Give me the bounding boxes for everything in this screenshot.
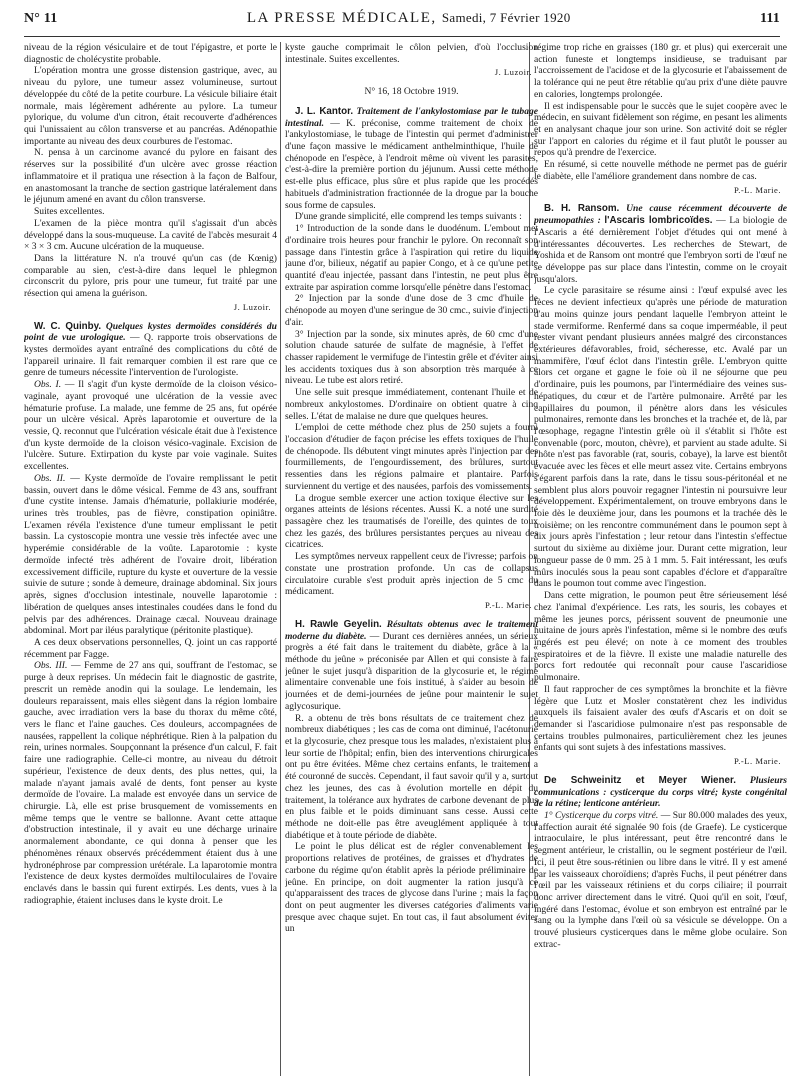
paragraph: Dans cette migration, le poumon peut être sérieusement lésé chez l'animal d'expérience. Les rats, les souris, les cobayes et même les jeunes porcs, périssent souvent de pneumonie une huitaine de jours après l'infestation, même si le nombre des œufs ingérés est peu élevé; on note à ce moment des troubles respiratoires et de la fièvre. Il existe une maladie naturelle des porcs fort redoutée qui reconnaît pour cause l'ascaridiose pulmonaire. <box>534 590 787 684</box>
article-title: Quelques kystes dermoïdes considérés du point de vue urologique. <box>24 320 277 344</box>
article-title-continued: l'Ascaris lombricoïdes. <box>604 215 713 227</box>
article-title: Traitement de l'ankylostomiase par le tubage intestinal. <box>285 105 538 129</box>
paragraph: Le point le plus délicat est de régler convenablement les proportions relatives de protéines, de graisses et d'hydrates de carbone du régime qu'on établit après la période préliminaire de jeûne. En principe, on doit augmenter la ration jusqu'à ce qu'apparaissent des traces de glycose dans l'urine ; mais la façon dont on peut augmenter les diverses catégories d'aliments varie presque avec chaque sujet. En tout cas, il faut absolument éviter un <box>285 841 538 935</box>
paragraph: 2° Injection par la sonde d'une dose de 3 cmc d'huile de chénopode au moyen d'une seringue de 30 cmc., suivie d'injection d'air. <box>285 293 538 328</box>
observation-label: Obs. II. <box>34 472 66 484</box>
author-signature: P.-L. Marie. <box>733 756 781 767</box>
paragraph: R. a obtenu de très bons résultats de ce traitement chez de nombreux diabétiques ; les cas de coma ont diminué, l'acétonurie et la glycosurie, chez presque tous les malades, n'existaient plus à leur sortie de l'hôpital; enfin, bien des interventions chirurgicales ont pu être évitées. Même chez certains enfants, le traitement a été couronné de succès. Cependant, il faut savoir qu'il y a, surtout chez les jeunes, des cas à évolution mortelle en dépit du traitement, la tolérance aux hydrates de carbone devenant de plus en plus faible et le poids diminuant sans cesse. Aussi cette méthode ne doit-elle pas être aveuglément appliquée à tout diabétique et à toute période de diabète. <box>285 712 538 841</box>
article-text: — La biologie de l'Ascaris a été dernièrement l'objet d'études qui ont mené à d'intéressantes découvertes. Les recherches de Stewart, de Yoshida et de Ransom ont montré que l'embryon sorti de l'œuf ne se développe pas sur place dans l'intestin, comme on le croyait jusqu'alors. <box>534 215 787 285</box>
article-author: H. Rawle Geyelin. <box>295 618 382 630</box>
paragraph: Le cycle parasitaire se résume ainsi : l'œuf expulsé avec les fèces ne devient infectieux qu'après une période de maturation d'au moins quinze jours pendant laquelle l'embryon atteint le stade vermiforme. Renfermé dans sa coque imperméable, il peut rester vivant pendant plusieurs années malgré des circonstances extérieures défavorables, froid, sécheresse, etc. Avalé par un mammifère, l'œuf éclot dans l'intestin grêle. L'embryon quitte alors cet organe et gagne le foie où il ne séjourne que peu d'ordinaire, puis les poumons, par l'intermédiaire des veines sus-hépatiques, du cœur et de l'artère pulmonaire. Arrêté par les capillaires du poumon, il pénètre alors dans les vésicules pulmonaires, remonte dans les bronches et la trachée et, de là, par l'œsophage, regagne l'intestin grêle où il s'établit si l'hôte est convenable (porc, mouton, chèvre), et parvient au stade adulte. Si l'hôte n'est pas favorable (rat, souris, cobaye), la larve est bientôt évacuée avec les fèces et elle meurt assez vite. Certains embryons s'égarent parfois dans la rate, dans le tissu sous-péritonéal et ne semblent plus alors pouvoir regagner l'intestin ni poursuivre leur développement. Expérimentalement, on trouve embryons dans le foie dès le deuxième jour, dans les poumons et la trachée dès le troisième; on les rencontre communément dans le poumon sept à dix jours après l'infestation ; leur retour dans l'intestin s'effectue surtout du sixième au dixième jour. Durant cette migration, leur longueur passe de 0 mm. 25 à 1 mm. 5. Fait intéressant, les œufs mûrs inoculés sous la peau sont capables d'éclore et d'apparaître dans le poumon tout comme avec l'ingestion. <box>534 285 787 590</box>
paragraph: kyste gauche comprimait le côlon pelvien, d'où l'occlusion intestinale. Suites excellentes. <box>285 42 538 65</box>
paragraph: N. pensa à un carcinome avancé du pylore en faisant des réserves sur la possibilité d'un ulcère avec grosse réaction inflammatoire et il pratiqua une résection à la façon de Balfour, en anastomosant la tranche de section gastrique latéralement dans le jéjunum amené en avant du côlon transverse. <box>24 147 277 206</box>
paragraph <box>534 810 787 951</box>
author-signature: J. Luzoir. <box>233 301 271 312</box>
article-quinby <box>24 321 277 380</box>
paragraph: L'opération montra une grosse distension gastrique, avec, au niveau du pylore, une tumeur assez volumineuse, surtout développée du côté de la petite courbure. La vésicule biliaire était normale, mais légèrement adhérente au pylore. La tumeur pylorique, du volume d'un citron, était recouverte d'adhérences qui l'unissaient au côlon transverse et au pancréas. Adénopathie importante au niveau des deux courbures de l'estomac. <box>24 65 277 147</box>
paragraph: 3° Injection par la sonde, six minutes après, de 60 cmc d'une solution chaude saturée de sulfate de magnésie, à l'effet de chasser rapidement le vermifuge de l'intestin grêle et d'éviter ainsi les accidents toxiques dus à son absorption très marquée à ce niveau. Le tube est alors retiré. <box>285 328 538 387</box>
article-text: — K. préconise, comme traitement de choix de l'ankylostomiase, le tubage de l'intestin qui permet d'administrer d'une façon massive le médicament anthelminthique, l'huile de chénopode en l'espèce, à l'endroit même où vivent les parasites, c'est-à-dire la première portion du jéjunum. Aussi cette méthode est-elle plus efficace, plus sûre et plus rapide que les procédés habituels d'administration fractionnée de la drogue par la bouche sous forme de capsules. <box>285 117 538 211</box>
paragraph: 1° Introduction de la sonde dans le duodénum. L'embout met d'ordinaire trois heures pour franchir le pylore. On reconnaît son passage dans l'intestin grâce à l'aspiration qui retire du liquide jaune d'or, bilieux, négatif au papier Congo, et à ce qu'une petite quantité d'eau injectée, passant dans l'intestin, ne peut plus être extraite par aspiration comme lorsqu'elle pénètre dans l'estomac. <box>285 223 538 293</box>
journal-name: LA PRESSE MÉDICALE, <box>246 10 437 26</box>
article-author: De Schweinitz et Meyer Wiener. <box>544 774 736 786</box>
article-title: Plusieurs communications : cysticerque du corps vitré; kyste congénital de la rétine; lenticone antérieur. <box>534 774 787 810</box>
article-title: Une cause récemment découverte de pneumopathies : <box>534 203 787 227</box>
article-text: — Durant ces dernières années, un sérieux progrès a été fait dans le traitement du diabète, grâce à la « méthode du jeûne » préconisée par Allen et qui consiste à faire jeûner le sujet jusqu'à disparition de la glycosurie et, le régime alimentaire convenable une fois institué, à s'aider au besoin de journées et de demi-journées de jeûne pour maintenir le sujet aglycosurique. <box>285 630 538 712</box>
issue-heading: N° 16, 18 Octobre 1919. <box>364 86 459 98</box>
column-right <box>534 42 787 1076</box>
article-geyelin <box>285 619 538 713</box>
author-signature: P.-L. Marie. <box>733 184 781 195</box>
article-title: Résultats obtenus avec le traitement moderne du diabète. <box>285 618 538 642</box>
article-author: J. L. Kantor. <box>295 105 354 117</box>
article-kantor <box>285 106 538 211</box>
author-signature: P.-L. Marie. <box>484 600 532 611</box>
issue-date: Samedi, 7 Février 1920 <box>441 10 571 25</box>
paragraph: niveau de la région vésiculaire et de tout l'épigastre, et porte le diagnostic de cholécystite probable. <box>24 42 277 65</box>
journal-title <box>247 10 571 27</box>
paragraph: La drogue semble exercer une action toxique élective sur les organes atteints de lésions récentes. Aussi K. a noté une surdité passagère chez les traumatisés de l'oreille, des quintes de toux chez les gazés, des brûlures persistantes perçues au niveau des cicatrices. <box>285 492 538 551</box>
paragraph: Il est indispensable pour le succès que le sujet coopère avec le médecin, en suivant fidèlement son régime, en pesant les aliments et en analysant chaque jour son urine. Son activité doit se régler sur l'apport en calories du régime et il faut plutôt le pousser au repos qu'à prendre de l'exercice. <box>534 100 787 159</box>
paragraph: En résumé, si cette nouvelle méthode ne permet pas de guérir le diabète, elle l'améliore grandement dans nombre de cas. <box>534 159 787 182</box>
observation-text: — Kyste dermoïde de l'ovaire remplissant le petit bassin, ouvert dans le dôme vésical. Femme de 43 ans, souffrant d'une cystite intense. Jamais d'hématurie, pollakiurie modérée, urines très troubles, pas de fièvre, constipation opiniâtre. L'examen révéla l'existence d'une tumeur emplissant le petit bassin. La cystoscopie montra une vessie très infectée avec une hyperémie considérable de la voûte. Laparotomie : kyste dermoïde infecté très adhérent de l'ovaire droit, libération excessivement difficile, rupture du kyste et ouverture de la vessie suivie de suture ; sonde à demeure, drainage abdominal. Six jours après, signes d'occlusion intestinale, nouvelle laparotomie : libération de quelques anses intestinales coudées dans le fond du pelvis par des adhérences. Drainage cæcal. Nouveau drainage abdominal. Mort par iléus paralytique (péritonite plastique). <box>24 472 277 637</box>
paragraph: régime trop riche en graisses (180 gr. et plus) qui exercerait une action funeste et longtemps insidieuse, se traduisant par l'accroissement de l'acidose et de la glycosurie et l'abaissement de la tolérance qui ne peut être rétablie qu'au prix d'une diète pauvre en calories, longtemps prolongée. <box>534 42 787 100</box>
paragraph: L'examen de la pièce montra qu'il s'agissait d'un abcès développé dans la sous-muqueuse. La cavité de l'abcès mesurait 4 × 3 × 3 cm. Aucune ulcération de la muqueuse. <box>24 217 277 253</box>
section-label: 1° Cysticerque du corps vitré. <box>544 810 659 821</box>
observation-text: — Femme de 27 ans qui, souffrant de l'estomac, se purge à deux reprises. Un médecin fait le diagnostic de gastrite, prescrit un remède anodin qui la soulage. Le lendemain, les douleurs reparaissent, mais elles siègent dans la région lombaire gauche, avec irradiation vers la base du thorax du même côté, vers le flanc et l'aine gauches. Ces douleurs, accompagnées de nausées, rappellent la colique néphrétique. Rien à la palpation du rein, urines normales. Soupçonnant la présence d'un calcul, F. fait faire une radiographie. Celle-ci montre, au niveau du détroit supérieur, l'existence de deux dents, des plus nettes, qui, la malade n'ayant jamais avalé de dents, font penser au kyste dermoïde de l'ovaire. La malade est envoyée dans un service de chirurgie. Là, elle est prise brusquement de vomissements en même temps que le ventre se ballonne. Avant cette attaque d'obstruction intestinale, il y avait eu une décharge urinaire anormalement abondante, ce qui donna à penser que les phénomènes rénaux observés précédemment étaient dus à une hydronéphrose par compression urétérale. La laparotomie montra l'existence de deux kystes dermoïdes multiloculaires de l'ovaire enclavés dans le bassin qui furent extirpés. Les dents, vues à la radiographie, étaient incluses dans le kyste droit. Le <box>24 660 277 906</box>
running-header <box>24 10 780 37</box>
article-text: — Sur 80.000 malades des yeux, l'affection aurait été signalée 90 fois (de Graefe). Le cysticerque intraoculaire, le plus intéressant, peut être rencontré dans le segment antérieur, le cristallin, ou le segment postérieur de l'œil. Ici, il peut être sous-rétinien ou libre dans le vitré. Il y est amené par les vaisseaux choroïdiens; d'après Fuchs, il peut pénétrer dans l'œil par les vaisseaux rétiniens et du corps ciliaire; il pourrait donc arriver directement dans le vitré. Quoi qu'il en soit, l'œuf, ingéré dans l'estomac, évolue et son embryon est entraîné par le sang ou la lymphe dans l'œil où sa vésicule se développe. On a trouvé plusieurs cysticerques dans le même globe oculaire. Son extrac- <box>534 810 787 950</box>
column-left <box>24 42 277 1076</box>
paragraph: Suites excellentes. <box>34 206 105 218</box>
issue-number: N° 11 <box>24 11 58 26</box>
observation-label: Obs. I. <box>34 379 62 391</box>
page-number: 111 <box>759 11 780 26</box>
paragraph: D'une grande simplicité, elle comprend les temps suivants : <box>295 211 522 223</box>
paragraph: A ces deux observations personnelles, Q. joint un cas rapporté récemment par Fagge. <box>24 636 277 660</box>
observation-label: Obs. III. <box>34 660 68 672</box>
article-author: B. H. Ransom. <box>544 203 620 215</box>
observation <box>24 379 277 473</box>
article-author: W. C. Quinby. <box>34 320 102 332</box>
article-text: — Q. rapporte trois observations de kystes dermoïdes ayant entraîné des complications du côté de l'appareil urinaire. Il fait remarquer combien il est rare que ce genre de tumeurs nécessite l'intervention de l'urologiste. <box>24 332 277 379</box>
paragraph: Les symptômes nerveux rappellent ceux de l'ivresse; parfois on constate une prostration profonde. Un cas de collapsus circulatoire curable s'est produit après injection de 5 cmc du médicament. <box>285 551 538 598</box>
paragraph: Il faut rapprocher de ces symptômes la bronchite et la fièvre légère que Lutz et Mosler constatèrent chez les individus auxquels ils faisaient avaler des œufs d'Ascaris et on doit se demander si l'ascaridiose pulmonaire n'est pas responsable de certains troubles pulmonaires, particulièrement chez les jeunes enfants qui sont sujets à des infestations massives. <box>534 683 787 754</box>
article-ransom <box>534 203 787 285</box>
paragraph: Une selle suit presque immédiatement, contenant l'huile et de nombreux ankylostomes. D'ordinaire on obtient quatre à cinq selles. L'état de malaise ne dure que quelques heures. <box>285 387 538 422</box>
observation <box>24 473 277 637</box>
article-schweinitz <box>534 775 787 810</box>
observation <box>24 660 277 906</box>
observation-text: — Il s'agit d'un kyste dermoïde de la cloison vésico-vaginale, ayant provoqué une ulcération de la vessie avec hématurie profuse. La malade, une femme de 25 ans, fut opérée pour un ulcère vésical. Après laparotomie et ouverture de la vessie, Q. reconnut que l'ulcération vésicale était due à l'existence d'un kyste dermoïde de la cloison vésico-vaginale. Excision de l'ulcère. Suture. Extirpation du kyste par voie vaginale. Suites excellentes. <box>24 379 277 473</box>
column-rule <box>280 42 281 1076</box>
author-signature: J. Luzoir. <box>494 67 532 78</box>
paragraph: Dans la littérature N. n'a trouvé qu'un cas (de Kœnig) comparable au sien, c'est-à-dire dans lequel le phlegmon circonscrit du pylore, pris pour une tumeur, fut traité par une résection qui amena la guérison. <box>24 252 277 300</box>
column-middle <box>285 42 538 1076</box>
paragraph: L'emploi de cette méthode chez plus de 250 sujets a fourni l'occasion d'étudier de façon précise les effets toxiques de l'huile de chénopode. Ils débutent vingt minutes après l'injection par des fourmillements, de l'engourdissement, des brûlures, surtout ressenties dans les régions palmaire et plantaire. Parfois surviennent du vertige et des nausées, parfois des vomissements. <box>285 422 538 492</box>
